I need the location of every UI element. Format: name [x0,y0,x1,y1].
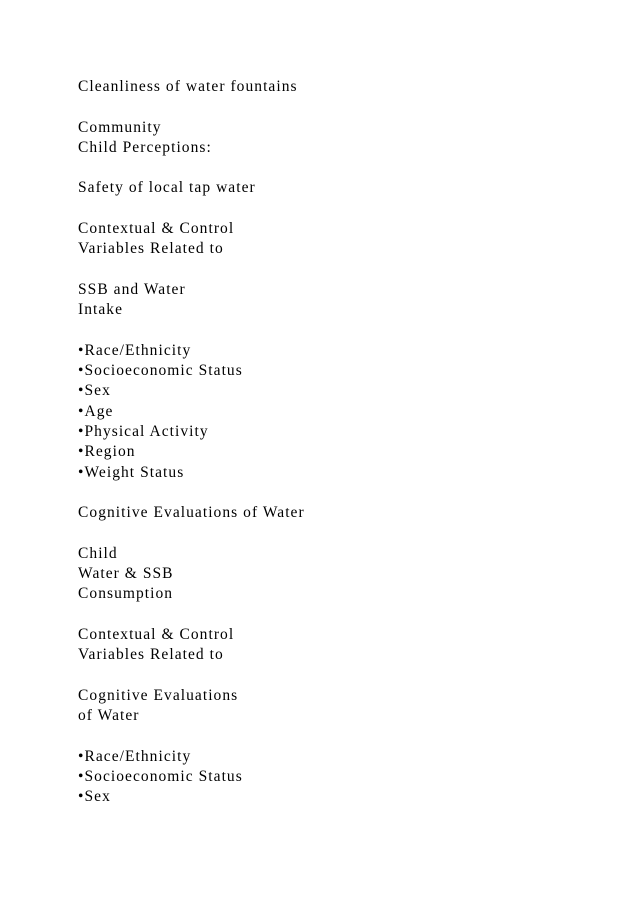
list-item: •Sex [78,382,111,400]
list-item: •Socioeconomic Status [78,768,243,786]
text-line: Contextual & Control [78,220,235,238]
text-line: Safety of local tap water [78,179,256,197]
paragraph-cognitive-evaluations [78,503,618,523]
paragraph-cognitive-evaluations-of-water [78,686,618,727]
text-line: Cognitive Evaluations of Water [78,504,305,522]
list-item: •Region [78,443,136,461]
list-item: •Age [78,402,114,420]
text-line: Variables Related to [78,240,224,258]
paragraph-contextual-control-1 [78,219,618,260]
text-line: Cognitive Evaluations [78,686,239,704]
list-item: •Sex [78,788,111,806]
paragraph-contextual-control-2 [78,625,618,666]
paragraph-ssb-water-intake [78,280,618,321]
list-item: •Socioeconomic Status [78,362,243,380]
text-line: Intake [78,301,124,319]
text-line: Child [78,544,118,562]
text-line: Community [78,118,162,136]
text-line: of Water [78,707,140,725]
list-item: •Race/Ethnicity [78,747,192,765]
text-line: SSB and Water [78,280,186,298]
text-line: Variables Related to [78,646,224,664]
list-item: •Race/Ethnicity [78,341,192,359]
list-item: •Physical Activity [78,423,209,441]
text-line: Consumption [78,585,174,603]
text-line: Water & SSB [78,565,174,583]
text-line: Child Perceptions: [78,138,212,156]
document-page [78,77,618,828]
bullet-list-variables-1 [78,341,618,483]
text-line: Cleanliness of water fountains [78,78,298,95]
paragraph-child-consumption [78,544,618,605]
paragraph-tap-water-safety [78,178,618,198]
bullet-list-variables-2 [78,747,618,808]
text-line: Contextual & Control [78,626,235,644]
paragraph-cleanliness [78,77,618,97]
list-item: •Weight Status [78,463,185,481]
paragraph-community-perceptions [78,118,618,159]
